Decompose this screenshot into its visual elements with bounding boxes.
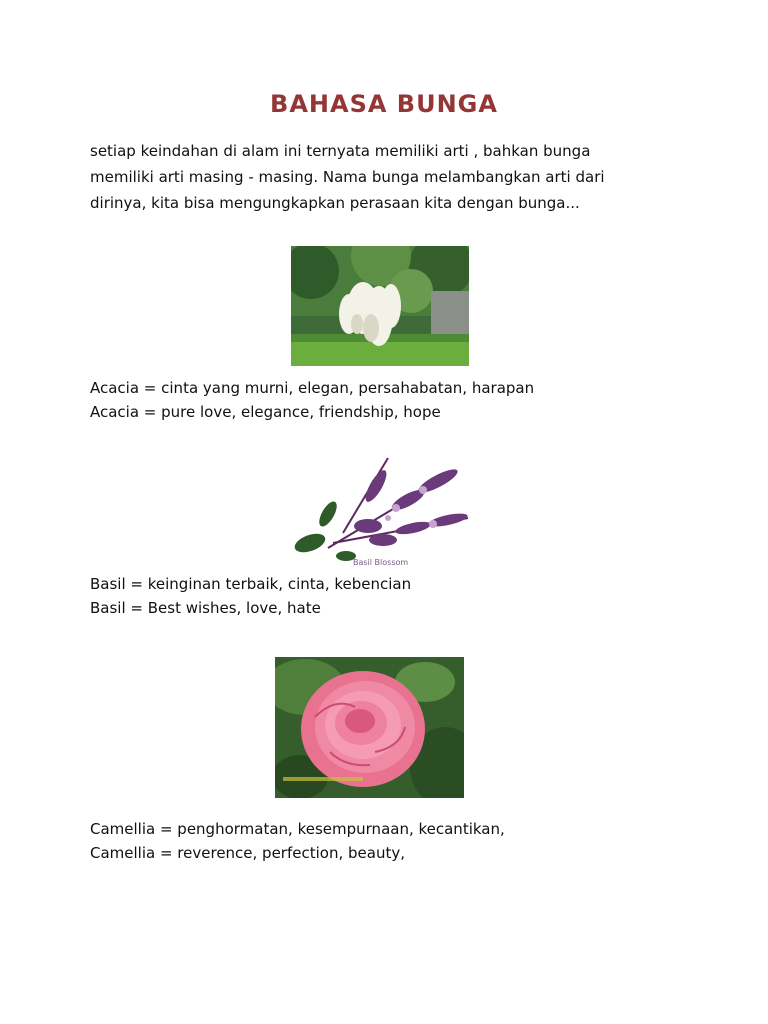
- basil-caption: [90, 572, 411, 620]
- camellia-line-id: Camellia = penghormatan, kesempurnaan, kecantikan,: [90, 820, 505, 838]
- acacia-caption: [90, 376, 534, 424]
- camellia-image: [275, 657, 464, 798]
- basil-line-en: Basil = Best wishes, love, hate: [90, 599, 321, 617]
- page-title: BAHASA BUNGA: [270, 90, 498, 118]
- acacia-image: [291, 246, 469, 366]
- intro-line-3: dirinya, kita bisa mengungkapkan perasaan kita dengan bunga...: [90, 194, 580, 212]
- basil-watermark: Basil Blossom: [353, 558, 409, 567]
- intro-line-1: setiap keindahan di alam ini ternyata memiliki arti , bahkan bunga: [90, 142, 591, 160]
- intro-paragraph: [90, 138, 690, 216]
- acacia-line-en: Acacia = pure love, elegance, friendship, hope: [90, 403, 441, 421]
- intro-line-2: memiliki arti masing - masing. Nama bunga melambangkan arti dari: [90, 168, 605, 186]
- camellia-line-en: Camellia = reverence, perfection, beauty,: [90, 844, 405, 862]
- basil-line-id: Basil = keinginan terbaik, cinta, kebencian: [90, 575, 412, 593]
- acacia-line-id: Acacia = cinta yang murni, elegan, persahabatan, harapan: [90, 379, 535, 397]
- camellia-caption: [90, 817, 505, 865]
- basil-image: [288, 448, 472, 568]
